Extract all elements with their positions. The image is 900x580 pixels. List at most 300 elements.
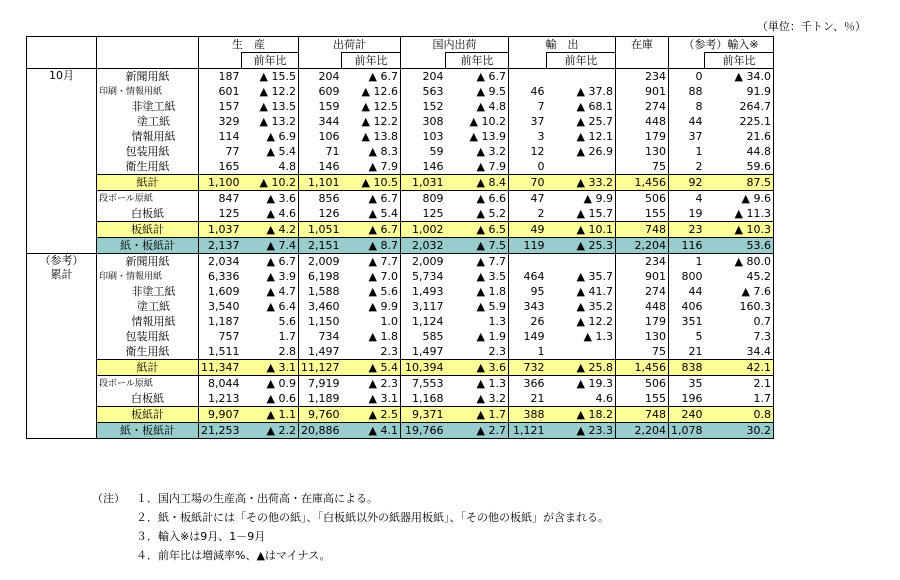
cell-s: 344 — [299, 114, 342, 129]
cell-pv: 2.8 — [242, 344, 299, 360]
table-row — [27, 360, 774, 376]
row-label: 塗工紙 — [97, 114, 199, 129]
cell-inv: 506 — [616, 376, 669, 392]
cell-p: 9,907 — [199, 407, 242, 423]
cell-sv: ▲ 1.8 — [342, 329, 401, 344]
cell-i: 35 — [669, 376, 705, 392]
cell-dv: ▲ 1.7 — [446, 407, 509, 423]
cell-ev — [547, 254, 616, 270]
table-row — [27, 269, 774, 284]
cell-e: 47 — [509, 191, 547, 207]
cell-d: 125 — [401, 206, 446, 222]
row-label: 包装用紙 — [97, 144, 199, 159]
cell-ev: ▲ 33.2 — [547, 175, 616, 191]
cell-p: 1,187 — [199, 314, 242, 329]
cell-i: 88 — [669, 84, 705, 99]
cell-inv: 2,204 — [616, 423, 669, 439]
cell-dv: ▲ 1.8 — [446, 284, 509, 299]
cell-dv: ▲ 1.9 — [446, 329, 509, 344]
cell-s: 71 — [299, 144, 342, 159]
cell-pv: 4.8 — [242, 159, 299, 175]
cell-s: 106 — [299, 129, 342, 144]
cell-dv: ▲ 3.2 — [446, 144, 509, 159]
cell-d: 9,371 — [401, 407, 446, 423]
table-row — [27, 159, 774, 175]
row-label: 白板紙 — [97, 391, 199, 407]
cell-dv: ▲ 2.7 — [446, 423, 509, 439]
cell-d: 585 — [401, 329, 446, 344]
paper-statistics-table — [26, 36, 774, 439]
cell-inv: 748 — [616, 407, 669, 423]
cell-iv: 34.4 — [705, 344, 774, 360]
cell-dv: ▲ 3.6 — [446, 360, 509, 376]
cell-s: 11,127 — [299, 360, 342, 376]
cell-iv: 21.6 — [705, 129, 774, 144]
note-text: ３．輸入※は9月、1－9月 — [136, 530, 266, 543]
cell-dv: ▲ 7.7 — [446, 254, 509, 270]
cell-dv: ▲ 13.9 — [446, 129, 509, 144]
cell-ev: 4.6 — [547, 391, 616, 407]
cell-inv: 130 — [616, 144, 669, 159]
cell-i: 23 — [669, 222, 705, 238]
cell-pv: ▲ 13.2 — [242, 114, 299, 129]
cell-iv: ▲ 7.6 — [705, 284, 774, 299]
cell-p: 3,540 — [199, 299, 242, 314]
row-label: 板紙計 — [97, 222, 199, 238]
cell-p: 6,336 — [199, 269, 242, 284]
cell-s: 2,009 — [299, 254, 342, 270]
cell-iv: 1.7 — [705, 391, 774, 407]
cell-iv: 7.3 — [705, 329, 774, 344]
cell-e: 119 — [509, 238, 547, 254]
cell-d: 19,766 — [401, 423, 446, 439]
cell-pv: ▲ 5.4 — [242, 144, 299, 159]
cell-inv: 901 — [616, 269, 669, 284]
cell-inv: 75 — [616, 344, 669, 360]
header-import: （参考）輸入※ — [669, 37, 774, 53]
cell-inv: 274 — [616, 284, 669, 299]
cell-e: 49 — [509, 222, 547, 238]
cell-pv: ▲ 3.9 — [242, 269, 299, 284]
cell-s: 204 — [299, 69, 342, 85]
cell-pv: ▲ 7.4 — [242, 238, 299, 254]
cell-inv: 1,456 — [616, 175, 669, 191]
row-label: 印刷・情報用紙 — [97, 269, 199, 284]
row-label: 衛生用紙 — [97, 159, 199, 175]
cell-d: 2,032 — [401, 238, 446, 254]
note-line — [92, 508, 609, 527]
table-row — [27, 99, 774, 114]
row-label: 新聞用紙 — [97, 254, 199, 270]
cell-pv: ▲ 6.9 — [242, 129, 299, 144]
cell-ev: ▲ 10.1 — [547, 222, 616, 238]
cell-dv: ▲ 8.4 — [446, 175, 509, 191]
cell-dv: ▲ 4.8 — [446, 99, 509, 114]
cell-s: 1,150 — [299, 314, 342, 329]
cell-iv: 59.6 — [705, 159, 774, 175]
cell-iv: 87.5 — [705, 175, 774, 191]
note-text: ２．紙・板紙計には「その他の紙」、「白板紙以外の紙器用板紙」、「その他の板紙」が含まれる。 — [136, 511, 609, 524]
table-row — [27, 222, 774, 238]
cell-pv: 1.7 — [242, 329, 299, 344]
cell-s: 2,151 — [299, 238, 342, 254]
cell-iv: 160.3 — [705, 299, 774, 314]
cell-ev: ▲ 18.2 — [547, 407, 616, 423]
row-label: 塗工紙 — [97, 299, 199, 314]
cell-ev: ▲ 19.3 — [547, 376, 616, 392]
cell-pv: 5.6 — [242, 314, 299, 329]
table-row — [27, 238, 774, 254]
cell-ev: ▲ 68.1 — [547, 99, 616, 114]
section-label-text: 累計 — [50, 268, 73, 281]
table-row — [27, 254, 774, 270]
cell-sv: ▲ 2.3 — [342, 376, 401, 392]
table-row — [27, 423, 774, 439]
cell-iv: 264.7 — [705, 99, 774, 114]
cell-iv: ▲ 80.0 — [705, 254, 774, 270]
row-label: 板紙計 — [97, 407, 199, 423]
table-row — [27, 175, 774, 191]
cell-p: 1,511 — [199, 344, 242, 360]
cell-s: 159 — [299, 99, 342, 114]
cell-ev: ▲ 25.7 — [547, 114, 616, 129]
cell-pv: ▲ 15.5 — [242, 69, 299, 85]
cell-i: 240 — [669, 407, 705, 423]
cell-p: 125 — [199, 206, 242, 222]
cell-ev: ▲ 26.9 — [547, 144, 616, 159]
cell-sv: 1.0 — [342, 314, 401, 329]
cell-pv: ▲ 12.2 — [242, 84, 299, 99]
cell-d: 809 — [401, 191, 446, 207]
cell-dv: ▲ 5.2 — [446, 206, 509, 222]
cell-s: 20,886 — [299, 423, 342, 439]
cell-d: 1,497 — [401, 344, 446, 360]
cell-dv: ▲ 7.9 — [446, 159, 509, 175]
cell-e: 464 — [509, 269, 547, 284]
cell-s: 1,189 — [299, 391, 342, 407]
row-label: 紙計 — [97, 175, 199, 191]
row-label: 段ボール原紙 — [97, 376, 199, 392]
section-label-text: 10月 — [49, 69, 74, 82]
cell-s: 9,760 — [299, 407, 342, 423]
table-row — [27, 299, 774, 314]
cell-iv: 91.9 — [705, 84, 774, 99]
cell-p: 21,253 — [199, 423, 242, 439]
cell-iv: 225.1 — [705, 114, 774, 129]
cell-s: 3,460 — [299, 299, 342, 314]
cell-d: 152 — [401, 99, 446, 114]
cell-pv: ▲ 4.7 — [242, 284, 299, 299]
cell-p: 1,213 — [199, 391, 242, 407]
cell-i: 44 — [669, 284, 705, 299]
cell-e: 37 — [509, 114, 547, 129]
table-row — [27, 114, 774, 129]
cell-sv: ▲ 2.5 — [342, 407, 401, 423]
cell-iv: ▲ 10.3 — [705, 222, 774, 238]
cell-e: 343 — [509, 299, 547, 314]
cell-d: 1,124 — [401, 314, 446, 329]
table-row — [27, 407, 774, 423]
cell-e: 70 — [509, 175, 547, 191]
cell-p: 77 — [199, 144, 242, 159]
note-line — [92, 546, 609, 565]
cell-e: 1,121 — [509, 423, 547, 439]
cell-ev — [547, 69, 616, 85]
cell-p: 601 — [199, 84, 242, 99]
header-corner — [27, 37, 97, 53]
cell-s: 1,588 — [299, 284, 342, 299]
cell-iv: ▲ 11.3 — [705, 206, 774, 222]
table-row — [27, 144, 774, 159]
cell-pv: ▲ 4.6 — [242, 206, 299, 222]
unit-label: （単位：千トン、％） — [756, 20, 866, 33]
table-row — [27, 391, 774, 407]
cell-p: 11,347 — [199, 360, 242, 376]
cell-ev: ▲ 1.3 — [547, 329, 616, 344]
cell-pv: ▲ 0.6 — [242, 391, 299, 407]
cell-s: 856 — [299, 191, 342, 207]
cell-d: 59 — [401, 144, 446, 159]
row-label: 段ボール原紙 — [97, 191, 199, 207]
cell-e: 1 — [509, 344, 547, 360]
yoy-header: 前年比 — [705, 53, 774, 69]
cell-sv: ▲ 7.0 — [342, 269, 401, 284]
cell-inv: 748 — [616, 222, 669, 238]
cell-i: 800 — [669, 269, 705, 284]
cell-dv: ▲ 1.3 — [446, 376, 509, 392]
cell-inv: 179 — [616, 129, 669, 144]
cell-pv: ▲ 3.6 — [242, 191, 299, 207]
cell-s: 609 — [299, 84, 342, 99]
cell-p: 1,100 — [199, 175, 242, 191]
cell-ev: ▲ 35.7 — [547, 269, 616, 284]
cell-d: 7,553 — [401, 376, 446, 392]
cell-s: 7,919 — [299, 376, 342, 392]
section-label — [27, 69, 97, 254]
cell-pv: ▲ 3.1 — [242, 360, 299, 376]
cell-i: 1 — [669, 254, 705, 270]
yoy-header: 前年比 — [342, 53, 401, 69]
cell-e: 26 — [509, 314, 547, 329]
cell-sv: ▲ 8.3 — [342, 144, 401, 159]
cell-iv: ▲ 34.0 — [705, 69, 774, 85]
cell-inv: 274 — [616, 99, 669, 114]
cell-i: 19 — [669, 206, 705, 222]
cell-d: 5,734 — [401, 269, 446, 284]
section-label — [27, 254, 97, 439]
cell-i: 8 — [669, 99, 705, 114]
cell-sv: ▲ 12.5 — [342, 99, 401, 114]
cell-sv: ▲ 3.1 — [342, 391, 401, 407]
cell-s: 6,198 — [299, 269, 342, 284]
cell-i: 37 — [669, 129, 705, 144]
cell-iv: 2.1 — [705, 376, 774, 392]
header-row — [27, 37, 774, 53]
header-production: 生 産 — [199, 37, 299, 53]
cell-iv: 53.6 — [705, 238, 774, 254]
cell-sv: ▲ 6.7 — [342, 69, 401, 85]
cell-i: 351 — [669, 314, 705, 329]
cell-i: 1,078 — [669, 423, 705, 439]
cell-inv: 448 — [616, 299, 669, 314]
cell-d: 563 — [401, 84, 446, 99]
yoy-header: 前年比 — [446, 53, 509, 69]
cell-s: 734 — [299, 329, 342, 344]
cell-iv: 42.1 — [705, 360, 774, 376]
cell-pv: ▲ 0.9 — [242, 376, 299, 392]
row-label: 情報用紙 — [97, 129, 199, 144]
cell-sv: ▲ 9.9 — [342, 299, 401, 314]
cell-e: 366 — [509, 376, 547, 392]
cell-sv: ▲ 13.8 — [342, 129, 401, 144]
cell-e: 3 — [509, 129, 547, 144]
cell-d: 10,394 — [401, 360, 446, 376]
cell-s: 146 — [299, 159, 342, 175]
cell-d: 103 — [401, 129, 446, 144]
cell-pv: ▲ 2.2 — [242, 423, 299, 439]
cell-e: 732 — [509, 360, 547, 376]
cell-inv: 75 — [616, 159, 669, 175]
cell-s: 1,101 — [299, 175, 342, 191]
cell-i: 21 — [669, 344, 705, 360]
cell-dv: ▲ 9.5 — [446, 84, 509, 99]
cell-inv: 2,204 — [616, 238, 669, 254]
cell-pv: ▲ 13.5 — [242, 99, 299, 114]
header-export: 輸 出 — [509, 37, 616, 53]
cell-iv: ▲ 9.6 — [705, 191, 774, 207]
cell-inv: 130 — [616, 329, 669, 344]
cell-d: 2,009 — [401, 254, 446, 270]
note-text: ４．前年比は増減率%、▲はマイナス。 — [136, 549, 331, 562]
cell-dv: ▲ 6.5 — [446, 222, 509, 238]
cell-sv: ▲ 5.6 — [342, 284, 401, 299]
cell-ev: ▲ 35.2 — [547, 299, 616, 314]
cell-p: 8,044 — [199, 376, 242, 392]
table-row — [27, 344, 774, 360]
row-label: 紙・板紙計 — [97, 238, 199, 254]
cell-s: 126 — [299, 206, 342, 222]
cell-p: 157 — [199, 99, 242, 114]
table-row — [27, 191, 774, 207]
section-label-text: （参考） — [39, 254, 84, 267]
cell-pv: ▲ 10.2 — [242, 175, 299, 191]
table-row — [27, 84, 774, 99]
cell-i: 5 — [669, 329, 705, 344]
header-shipment-total: 出荷計 — [299, 37, 401, 53]
cell-sv: ▲ 10.5 — [342, 175, 401, 191]
cell-inv: 448 — [616, 114, 669, 129]
cell-s: 1,051 — [299, 222, 342, 238]
table-row — [27, 376, 774, 392]
cell-sv: 2.3 — [342, 344, 401, 360]
cell-ev: ▲ 23.3 — [547, 423, 616, 439]
yoy-header: 前年比 — [242, 53, 299, 69]
cell-e — [509, 69, 547, 85]
table-row — [27, 129, 774, 144]
cell-p: 1,037 — [199, 222, 242, 238]
cell-sv: ▲ 8.7 — [342, 238, 401, 254]
cell-sv: ▲ 4.1 — [342, 423, 401, 439]
cell-sv: ▲ 5.4 — [342, 206, 401, 222]
cell-i: 116 — [669, 238, 705, 254]
cell-e: 388 — [509, 407, 547, 423]
table-row — [27, 314, 774, 329]
cell-i: 44 — [669, 114, 705, 129]
cell-ev — [547, 159, 616, 175]
cell-pv: ▲ 6.7 — [242, 254, 299, 270]
row-label: 衛生用紙 — [97, 344, 199, 360]
cell-ev: ▲ 37.8 — [547, 84, 616, 99]
cell-inv: 1,456 — [616, 360, 669, 376]
cell-i: 406 — [669, 299, 705, 314]
cell-dv: 1.3 — [446, 314, 509, 329]
cell-iv: 45.2 — [705, 269, 774, 284]
cell-e: 0 — [509, 159, 547, 175]
cell-ev: ▲ 12.2 — [547, 314, 616, 329]
cell-d: 204 — [401, 69, 446, 85]
cell-p: 847 — [199, 191, 242, 207]
row-label: 白板紙 — [97, 206, 199, 222]
table-row — [27, 329, 774, 344]
cell-i: 196 — [669, 391, 705, 407]
cell-inv: 155 — [616, 391, 669, 407]
row-label: 紙計 — [97, 360, 199, 376]
cell-e: 95 — [509, 284, 547, 299]
table-row — [27, 69, 774, 85]
cell-dv: ▲ 5.9 — [446, 299, 509, 314]
cell-e: 12 — [509, 144, 547, 159]
cell-e: 2 — [509, 206, 547, 222]
header-item — [97, 37, 199, 53]
table-row — [27, 284, 774, 299]
cell-d: 308 — [401, 114, 446, 129]
cell-p: 1,609 — [199, 284, 242, 299]
cell-inv: 179 — [616, 314, 669, 329]
cell-pv: ▲ 4.2 — [242, 222, 299, 238]
cell-d: 146 — [401, 159, 446, 175]
cell-p: 2,137 — [199, 238, 242, 254]
cell-sv: ▲ 12.2 — [342, 114, 401, 129]
cell-dv: 2.3 — [446, 344, 509, 360]
cell-sv: ▲ 12.6 — [342, 84, 401, 99]
cell-p: 187 — [199, 69, 242, 85]
cell-iv: 30.2 — [705, 423, 774, 439]
cell-ev — [547, 344, 616, 360]
cell-d: 1,168 — [401, 391, 446, 407]
cell-inv: 234 — [616, 254, 669, 270]
cell-inv: 234 — [616, 69, 669, 85]
cell-iv: 0.8 — [705, 407, 774, 423]
cell-sv: ▲ 5.4 — [342, 360, 401, 376]
cell-ev: ▲ 9.9 — [547, 191, 616, 207]
cell-dv: ▲ 3.5 — [446, 269, 509, 284]
cell-i: 4 — [669, 191, 705, 207]
header-inventory: 在庫 — [616, 37, 669, 53]
cell-d: 1,031 — [401, 175, 446, 191]
yoy-header: 前年比 — [547, 53, 616, 69]
cell-iv: 0.7 — [705, 314, 774, 329]
cell-e: 149 — [509, 329, 547, 344]
cell-dv: ▲ 6.7 — [446, 69, 509, 85]
cell-dv: ▲ 3.2 — [446, 391, 509, 407]
notes — [92, 489, 609, 565]
cell-ev: ▲ 15.7 — [547, 206, 616, 222]
cell-sv: ▲ 6.7 — [342, 222, 401, 238]
cell-inv: 506 — [616, 191, 669, 207]
row-label: 情報用紙 — [97, 314, 199, 329]
cell-ev: ▲ 25.3 — [547, 238, 616, 254]
note-text: １．国内工場の生産高・出荷高・在庫高による。 — [136, 492, 378, 505]
